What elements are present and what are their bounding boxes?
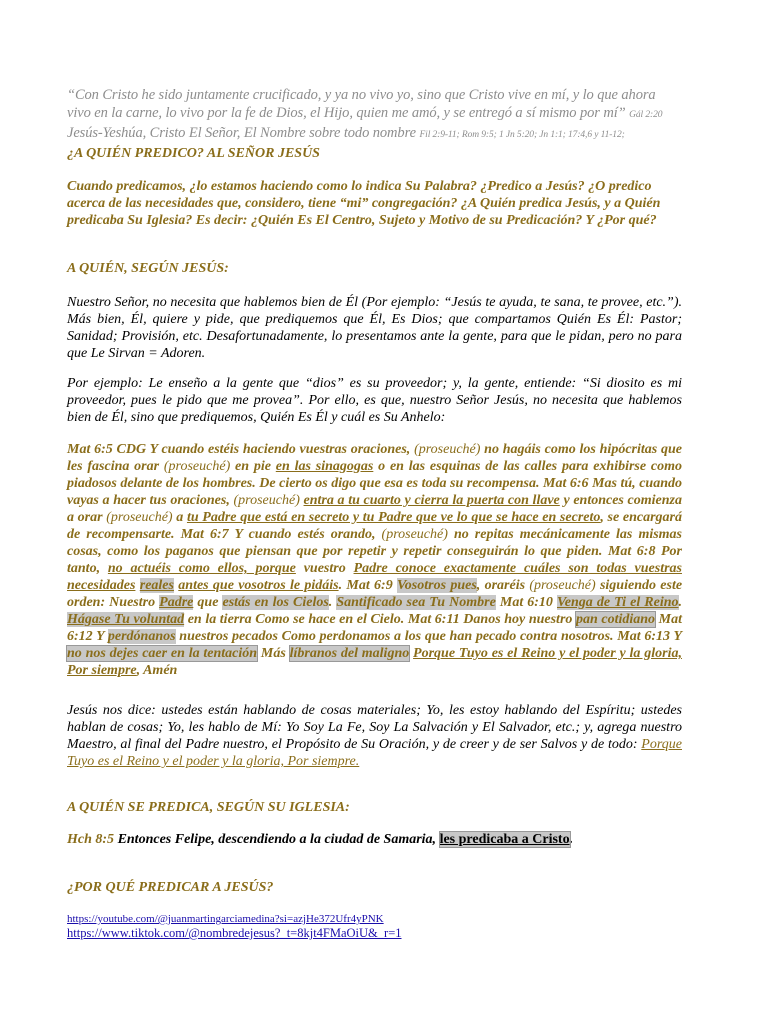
highlighted-phrase: Padre [159, 595, 194, 610]
scripture-text: no hagáis como los hipócritas que les fascina orar [67, 442, 682, 474]
scripture-text: . [678, 595, 682, 610]
greek-term: (proseuché) [414, 442, 481, 457]
scripture-text: nuestros pecados Como perdonamos a los que han pecado contra nosotros. Mat 6:13 Y [175, 629, 682, 644]
acts-ref: Hch 8:5 [67, 832, 115, 847]
heading-segun-iglesia: A QUIÉN SE PREDICA, SEGÚN SU IGLESIA: [67, 800, 350, 815]
scripture-text: siguiendo este orden: Nuestro [67, 578, 683, 610]
paragraph-3 [67, 702, 682, 770]
highlighted-phrase: Vosotros pues [397, 578, 477, 593]
heading-a-quien-predico: ¿A QUIÉN PREDICO? AL SEÑOR JESÚS [67, 146, 320, 161]
quote-text: “Con Cristo he sido juntamente crucificado, y ya no vivo yo, sino que Cristo vive en mí, y lo que ahora vivo en la carne, lo vivo por la fe de Dios, el Hijo, quien me amó, y se entregó a sí mismo por mí” [67, 87, 656, 121]
highlighted-phrase: líbranos del maligno [289, 646, 410, 661]
heading-segun-jesus: A QUIÉN, SEGÚN JESÚS: [67, 261, 229, 276]
paragraph-2: Por ejemplo: Le enseño a la gente que “dios” es su proveedor; y, la gente, entiende: “Si diosito es mi proveedor, pues le pido que me provea”. Por ello, es que, nuestro Señor Jesús, no necesita que hablemos bien de Él, sino que prediquemos, Quién Es Él y cuál es Su Anhelo: [67, 376, 682, 425]
underlined-phrase: antes que vosotros le pidáis [178, 578, 339, 593]
greek-term: (proseuché) [106, 510, 173, 525]
acts-text: Entonces Felipe, descendiendo a la ciudad de Samaria, [114, 832, 440, 847]
scripture-text: Mat 6:12 Y [67, 612, 682, 644]
underlined-phrase: entra a tu cuarto y cierra la puerta con llave [303, 493, 560, 508]
highlighted-phrase: Venga de Ti el Reino [557, 595, 679, 610]
scripture-text: en la tierra Como se hace en el Cielo. Mat 6:11 Danos hoy nuestro [184, 612, 576, 627]
scripture-text: Más [257, 646, 290, 661]
questions-paragraph: Cuando predicamos, ¿lo estamos haciendo como lo indica Su Palabra? ¿Predico a Jesús? ¿O predico acerca de las necesidades que, considero, tiene “mi” congregación? ¿A Quién predica Jesús, y a Quién predicaba Su Iglesia? Es decir: ¿Quién Es El Centro, Sujeto y Motivo de su Predicación? Y ¿Por qué? [67, 179, 661, 228]
scripture-text: vuestro [295, 561, 354, 576]
scripture-text: y entonces comienza a orar [67, 493, 682, 525]
greek-term: (proseuché) [233, 493, 300, 508]
highlighted-phrase: no nos dejes caer en la tentación [67, 646, 258, 661]
scripture-text: en pie [230, 459, 276, 474]
intro-quote [67, 86, 682, 144]
highlighted-phrase: Santificado sea Tu Nombre [336, 595, 496, 610]
acts-end: . [569, 832, 574, 847]
acts-highlight: les predicaba a Cristo [439, 832, 570, 847]
underlined-phrase: tu Padre que está en secreto y tu Padre que ve lo que se hace en secreto [186, 510, 601, 525]
scripture-text: , oraréis [476, 578, 530, 593]
underlined-phrase: Padre conoce exactamente cuáles son todas vuestras necesidades [67, 561, 682, 593]
underlined-phrase: no actuéis como ellos, porque [107, 561, 296, 576]
paragraph-3-text: Jesús nos dice: ustedes están hablando de cosas materiales; Yo, les estoy hablando del Espíritu; ustedes hablan de cosas; Yo, les hablo de Mí: Yo Soy La Fe, Soy La Salvación y El Salvador, etc.; y, agrega nuestro Maestro, al final del Padre nuestro, el Propósito de Su Oración, y de creer y de ser Salvos y de todo: [67, 703, 682, 752]
quote-ref: Gál 2:20 [629, 110, 663, 120]
highlighted-phrase: Hágase Tu voluntad [67, 612, 185, 627]
quote-line3-refs: Fil 2:9-11; Rom 9:5; 1 Jn 5:20; Jn 1:1; 17:4,6 y 11-12; [419, 130, 625, 140]
scripture-text: Mat 6:10 [495, 595, 557, 610]
scripture-text: que [193, 595, 223, 610]
scripture-text: no repitas mecánicamente las mismas cosas, como los paganos que piensan que por repetir y repetir conseguirán lo que piden. Mat 6:8 Por tanto, [67, 527, 683, 576]
highlighted-phrase: pan cotidiano [576, 612, 656, 627]
scripture-text: . [328, 595, 337, 610]
highlighted-phrase: perdónanos [107, 629, 176, 644]
links-section [67, 911, 682, 940]
highlighted-phrase: estás en los Cielos [222, 595, 329, 610]
scripture-text: . Mat 6:9 [338, 578, 397, 593]
scripture-text: o en las esquinas de las calles para exhibirse como piadosos delante de los hombres. De cierto os digo que esa es toda su recompensa. Mat 6:6 Mas tú, cuando vayas a hacer tus oraciones, [67, 459, 683, 508]
tiktok-link[interactable]: https://www.tiktok.com/@nombredejesus?_t=8kjt4FMaOiU&_r=1 [67, 926, 402, 940]
heading-por-que: ¿POR QUÉ PREDICAR A JESÚS? [67, 880, 274, 895]
scripture-block [67, 441, 682, 679]
paragraph-3-underlined-link: Porque Tuyo es el Reino y el poder y la gloria, Por siempre. [67, 737, 682, 769]
greek-term: (proseuché) [529, 578, 596, 593]
paragraph-1: Nuestro Señor, no necesita que hablemos bien de Él (Por ejemplo: “Jesús te ayuda, te sana, te provee, etc.”). Más bien, Él, quiere y pide, que prediquemos que Él, Es Dios; que compartamos Quién Es Él: Pastor; Sanidad; Provisión, etc. Desafortunadamente, lo presentamos ante la gente, para que le pidan, pero no para que Le Sirvan = Adoren. [67, 295, 682, 361]
scripture-text: , se encargará de recompensarte. Mat 6:7 Y cuando estés orando, [67, 510, 682, 542]
greek-term: (proseuché) [381, 527, 448, 542]
scripture-text: Mat 6:5 CDG Y cuando estéis haciendo vuestras oraciones, [67, 442, 415, 457]
acts-verse [67, 832, 682, 848]
highlighted-phrase: reales [139, 578, 174, 593]
underlined-phrase: Porque Tuyo es el Reino y el poder y la gloria, Por siempre [67, 646, 682, 678]
greek-term: (proseuché) [163, 459, 231, 474]
youtube-link[interactable]: https://youtube.com/@juanmartingarciamedina?si=azjHe372Ufr4yPNK [67, 913, 384, 925]
underlined-phrase: en las sinagogas [275, 459, 374, 474]
scripture-text: , Amén [136, 663, 178, 678]
scripture-text: a [172, 510, 187, 525]
quote-line3: Jesús-Yeshúa, Cristo El Señor, El Nombre sobre todo nombre [67, 125, 416, 141]
